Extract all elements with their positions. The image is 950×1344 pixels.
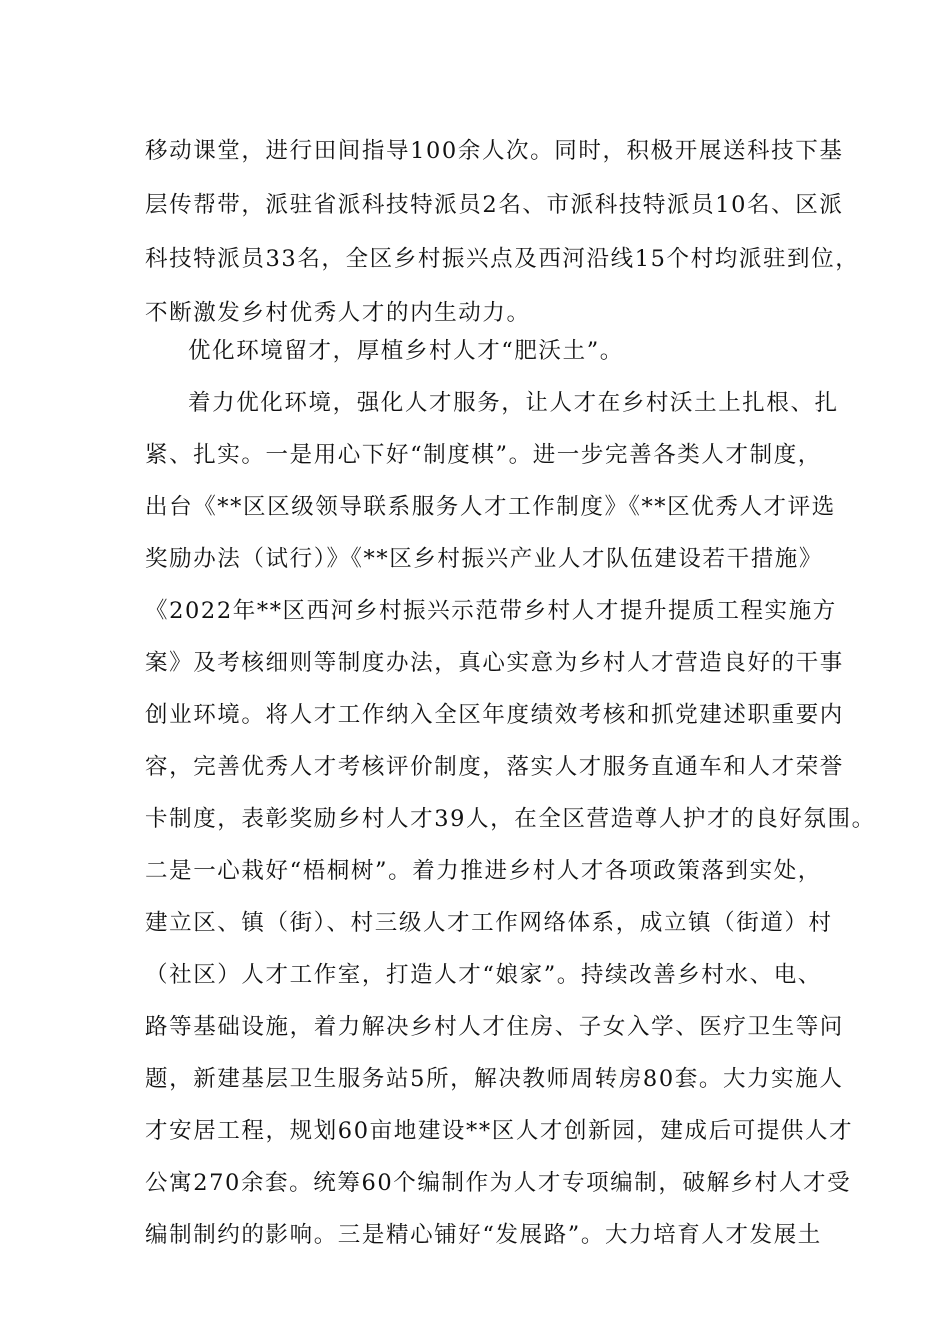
text-line: 编制制约的影响。三是精心铺好“发展路”。大力培育人才发展土 [145, 1222, 822, 1248]
text-line: （社区）人才工作室，打造人才“娘家”。持续改善乡村水、电、 [145, 962, 822, 988]
text-line: 卡制度，表彰奖励乡村人才39人，在全区营造尊人护才的良好氛围。 [145, 806, 876, 832]
text-line: 容，完善优秀人才考核评价制度，落实人才服务直通车和人才荣誉 [145, 754, 844, 780]
text-line: 科技特派员33名，全区乡村振兴点及西河沿线15个村均派驻到位， [145, 246, 860, 272]
text-line: 出台《**区区级领导联系服务人才工作制度》《**区优秀人才评选 [145, 494, 836, 520]
text-line: 路等基础设施，着力解决乡村人才住房、子女入学、医疗卫生等问 [145, 1014, 844, 1040]
paragraph-first-line: 着力优化环境，强化人才服务，让人才在乡村沃土上扎根、扎 [188, 390, 839, 416]
text-line: 建立区、镇（街）、村三级人才工作网络体系，成立镇（街道）村 [145, 910, 833, 936]
text-line: 层传帮带，派驻省派科技特派员2名、市派科技特派员10名、区派 [145, 192, 844, 218]
text-line: 公寓270余套。统筹60个编制作为人才专项编制，破解乡村人才受 [145, 1170, 852, 1196]
text-line: 奖励办法（试行）》《**区乡村振兴产业人才队伍建设若干措施》 [145, 546, 824, 572]
text-line: 才安居工程，规划60亩地建设**区人才创新园，建成后可提供人才 [145, 1118, 854, 1144]
text-line: 《2022年**区西河乡村振兴示范带乡村人才提升提质工程实施方 [145, 598, 837, 624]
text-line: 移动课堂，进行田间指导100余人次。同时，积极开展送科技下基 [145, 138, 844, 164]
text-line: 二是一心栽好“梧桐树”。着力推进乡村人才各项政策落到实处， [145, 858, 822, 884]
text-line: 紧、扎实。一是用心下好“制度棋”。进一步完善各类人才制度， [145, 442, 822, 468]
text-line: 题，新建基层卫生服务站5所，解决教师周转房80套。大力实施人 [145, 1066, 844, 1092]
text-line: 创业环境。将人才工作纳入全区年度绩效考核和抓党建述职重要内 [145, 702, 844, 728]
text-line: 不断激发乡村优秀人才的内生动力。 [145, 300, 531, 326]
text-line: 案》及考核细则等制度办法，真心实意为乡村人才营造良好的干事 [145, 650, 844, 676]
section-heading: 优化环境留才，厚植乡村人才“肥沃土”。 [188, 338, 624, 364]
